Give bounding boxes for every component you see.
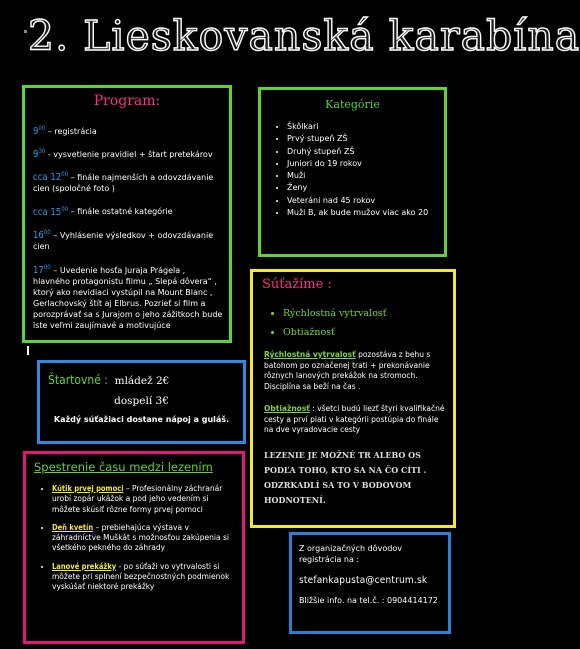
program-text: – finále najmenších a odovzdávanie cien (spoločné foto ) <box>33 173 214 194</box>
speed-endurance-key: Rýchlostná vytrvalosť <box>264 350 356 359</box>
program-list <box>25 123 229 331</box>
extras-item-text: – prebiehajúca výstava v záhradníctve Muškát s možnosťou zakúpenia si všetkého pekného do záhrady <box>52 522 229 553</box>
categories-box <box>258 87 447 257</box>
contact-phone: Bližšie info. na tel.č. : 0904414172 <box>299 596 438 605</box>
page-title: 2. Lieskovanská karabína <box>28 12 580 60</box>
category-item: • Veteráni nad 45 rokov <box>287 195 444 207</box>
program-time: cca $15^{00}$ <box>33 205 69 218</box>
speed-endurance-description <box>264 350 446 392</box>
fee-note: Každý súťažiaci dostane nápoj a guláš. <box>53 415 230 424</box>
registration-intro: Z organizačných dôvodov registrácia na : <box>299 544 402 564</box>
categories-title: Kategórie <box>325 98 380 111</box>
entry-fee-label: Štartovné : <box>48 373 108 387</box>
entry-fee-box <box>37 360 246 444</box>
category-item: • Prvý stupeň ZŠ <box>287 133 444 145</box>
extras-box <box>23 451 245 644</box>
extras-item-key: Deň kvetín <box>52 522 94 532</box>
category-item: • Ženy <box>287 182 444 194</box>
youth-fee: mládež 2€ <box>114 375 170 387</box>
speed-endurance-text: pozostáva z behu s batohom po označenej trati + prekonávanie rôznych lanových prekážok na stromoch. Disciplína sa beží na čas . <box>264 350 431 391</box>
extras-title: Spestrenie času medzi lezením <box>34 460 213 474</box>
difficulty-description <box>264 404 446 436</box>
category-item: • Muži B, ak bude mužov viac ako 20 <box>287 207 444 219</box>
program-item <box>33 203 223 217</box>
categories-list <box>261 121 444 219</box>
extras-item <box>52 562 236 593</box>
climbing-note: LEZENIE JE MOŽNÉ TR ALEBO OS PODĽA TOHO, KTO SA NA ČO CÍTI . ODZRKADLÍ SA TO V BODOVOM HODNOTENÍ. <box>264 449 427 505</box>
extras-item-text: - po súťaži vo vytrvalosti si môžete pri splnení bezpečnostných podmienok vyskúšať niektoré prekážky <box>52 561 230 592</box>
adult-fee: dospelí 3€ <box>114 395 169 407</box>
program-text: – Uvedenie hosťa Juraja Prágela , hlavného protagonistu filmu „ Slepá dôvera“ , ktorý ako nevidiaci vystúpil na Mount Blanc , Gerlachovský štít aj Elbrus. Pozrieť si film a porozprávať sa s Jurajom o jeho zážitkoch bude iste veľmi zaujímavé a motivujúce <box>33 265 223 330</box>
extras-item-key: Kútik prvej pomoci <box>52 484 124 493</box>
program-time: $17^{00}$ <box>33 263 51 276</box>
discipline-item: • Rýchlostná vytrvalosť <box>283 304 453 323</box>
program-text: – Vyhlásenie výsledkov + odovzdávanie cien <box>33 230 214 251</box>
decoration-mark <box>27 346 29 355</box>
disciplines-title: Súťažíme : <box>262 277 332 292</box>
program-time: cca $12^{00}$ <box>33 171 69 184</box>
contact-box <box>289 532 451 634</box>
program-item <box>33 169 223 194</box>
disciplines-box <box>250 269 456 528</box>
program-box <box>22 85 232 343</box>
category-item: • Juniori do 19 rokov <box>287 158 444 170</box>
program-time: $9^{00}$ <box>33 125 46 138</box>
decoration-dot <box>24 30 27 33</box>
program-item <box>33 262 223 331</box>
program-time: $16^{00}$ <box>33 228 51 241</box>
difficulty-key: Obtiažnosť <box>264 404 310 413</box>
program-item <box>33 123 223 137</box>
difficulty-text: : všetci budú liezť štyri kvalifikačné cesty a prví piati v kategórii postúpia do finále na dve vyradovacie cesty <box>264 404 445 434</box>
category-item: • Škôlkari <box>287 121 444 133</box>
program-item <box>33 227 223 252</box>
extras-list <box>26 484 236 593</box>
extras-item <box>52 523 236 554</box>
program-time: $9^{30}$ <box>33 148 46 161</box>
program-text: – finále ostatné kategórie <box>68 207 173 217</box>
extras-item <box>52 484 236 515</box>
program-title: Program: <box>93 93 161 109</box>
program-text: – registrácia <box>45 127 97 137</box>
disciplines-list <box>253 304 453 342</box>
program-text: - vysvetlenie pravidiel + štart pretekárov <box>45 150 213 160</box>
extras-item-key: Lanové prekážky <box>52 561 117 571</box>
entry-fee-row <box>48 373 243 387</box>
registration-email[interactable]: stefankapusta@centrum.sk <box>299 575 428 586</box>
program-item <box>33 146 223 160</box>
discipline-item: • Obtiažnosť <box>283 323 453 342</box>
category-item: • Muži <box>287 170 444 182</box>
extras-item-text: – Profesionálny záchranár urobí zopár ukážok a pod jeho vedením si môžete skúsiť rôzne formy prvej pomoci <box>52 484 223 514</box>
category-item: • Druhý stupeň ZŠ <box>287 146 444 158</box>
